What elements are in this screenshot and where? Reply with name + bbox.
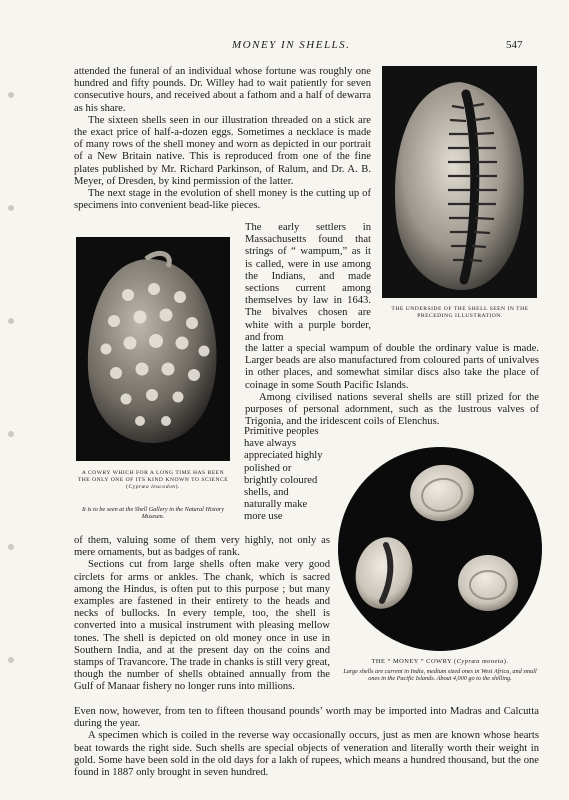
text-block-lower-left [74, 535, 330, 694]
caption-rare-cowry: A COWRY WHICH FOR A LONG TIME HAS BEEN THE ONLY ONE OF ITS KIND KNOWN TO SCIENCE (Cypræa leucodon). [77, 470, 229, 490]
text-wrap-right-of-cowry [245, 222, 371, 344]
text-block-top [74, 66, 371, 212]
running-header-title: MONEY IN SHELLS. [232, 39, 351, 51]
paragraph: The next stage in the evolution of shell money is the cutting up of specimens into convenient bead-like pieces. [74, 188, 371, 212]
photo-money-cowry [338, 447, 542, 651]
page-number: 547 [506, 39, 523, 51]
binding-holes [8, 0, 16, 800]
photo-rare-cowry [76, 237, 230, 461]
paragraph: of them, valuing some of them very highly, not only as mere ornaments, but as badges of rank. [74, 535, 330, 559]
paragraph: Even now, however, from ten to fifteen thousand pounds’ worth may be imported into Madras and Calcutta during the year. [74, 706, 539, 730]
paragraph: the latter a special wampum of double the ordinary value is made. Larger beads are also manufactured from coloured parts of univalves in other places, and somewhat similar discs also take the place of coinage in some South Pacific Islands. [245, 343, 539, 391]
paragraph: The sixteen shells seen in our illustration threaded on a stick are the exact price of half-a-dozen eggs. Sometimes a necklace is made of many rows of the shell money and worn as depicted in our portrait of a New Britain native. This is reproduced from one of the fine plates published by Mr. Richard Parkinson, of Ralum, and Dr. A. B. Meyer, of Dresden, by kind permission of the latter. [74, 114, 371, 187]
paragraph: attended the funeral of an individual whose fortune was roughly one hundred and fifty pounds. Dr. Willey had to wait patiently for seven consecutive hours, and received about a fathom and a half of dewarra as his share. [74, 66, 371, 114]
caption-shell-underside: THE UNDERSIDE OF THE SHELL SEEN IN THE PRECEDING ILLUSTRATION. [391, 306, 529, 319]
paragraph: A specimen which is coiled in the reverse way occasionally occurs, just as men are known whose hearts beat towards the right side. Such shells are special objects of veneration and literally worth their weight in gold. Some have been sold in the old days for a lakh of rupees, which means a hundred thousand, but the one found in 1887 only brought in seven hundred. [74, 730, 539, 779]
text-block-bottom [74, 706, 539, 779]
text-wrap-narrow [244, 426, 324, 524]
paragraph-text: Among civilised nations several shells are still prized for the purposes of personal adornment, such as the lustrous valves of Trigonia, and the iridescent coils of Elenchus. [245, 391, 539, 428]
caption-money-cowry-sub: Large shells are current in India, medium sized ones in West Africa, and small ones in the Pacific Islands. About 4,000 go to the shilling. [343, 668, 537, 683]
caption-rare-cowry-sub: It is to be seen at the Shell Gallery in the Natural History Museum. [82, 506, 224, 521]
photo-shell-underside [382, 66, 537, 298]
paragraph: The early settlers in Massachusetts found that strings of “ wampum,” as it is called, were in use among the Indians, and made sections current among themselves by law in 1643. The bivalves chosen are white with a purple border, and from [245, 222, 371, 343]
caption-money-cowry: THE “ MONEY ” COWRY (Cypræa moneta). [371, 658, 509, 665]
text-block-middle [245, 343, 539, 428]
paragraph: Primitive peoples have always appreciated highly polished or brightly coloured shells, and naturally make more use [244, 426, 323, 523]
paragraph [245, 392, 539, 429]
paragraph: Sections cut from large shells often make very good circlets for arms or ankles. The chank, which is sacred among the Hindus, is often put to this purpose ; but many examples are fastened in their entirety to the heads and necks of bullocks. In every temple, too, the shell is converted into a musical instrument with pleasing mellow tones. The shell is depicted on old money once in use in Southern India, and at the present day on the coins and stamps of Travancore. The trade in chanks is still very great, though the number of shells obtained annually from the Gulf of Manaar fishery no longer runs into millions. [74, 559, 330, 693]
